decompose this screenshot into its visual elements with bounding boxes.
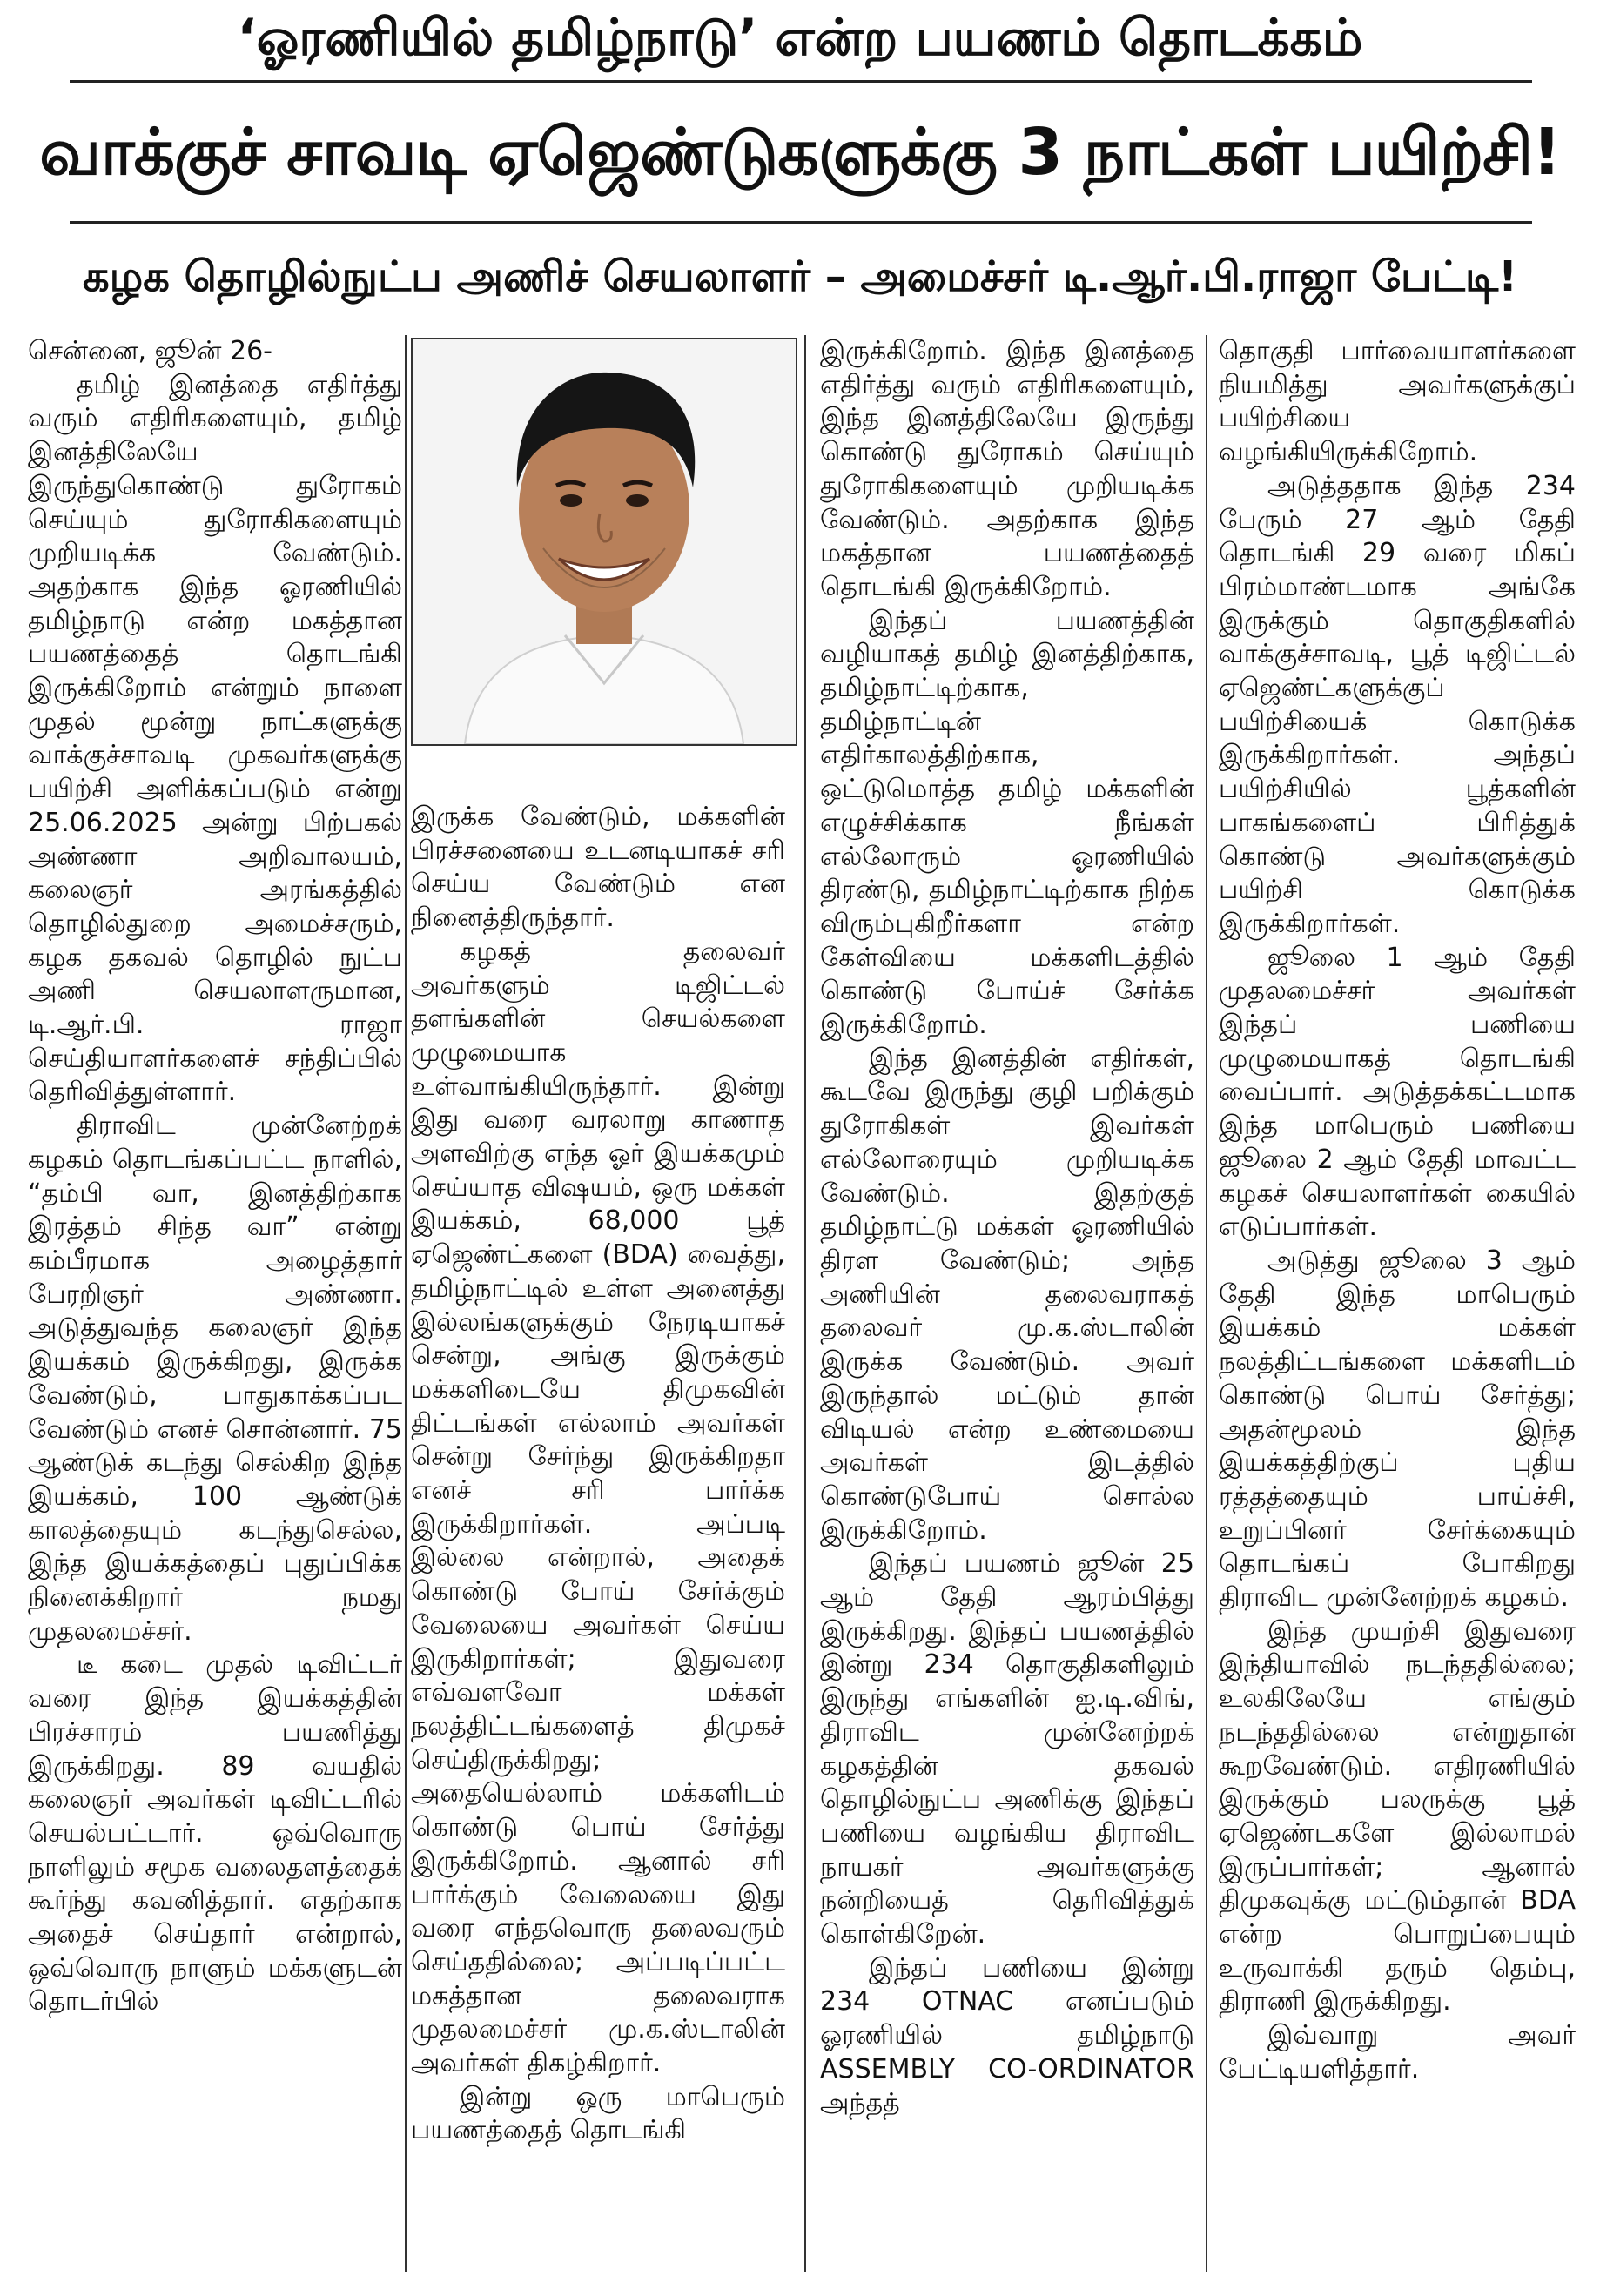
kicker-rule (70, 80, 1532, 83)
portrait-photo (411, 338, 797, 746)
paragraph: இவ்வாறு அவர் பேட்டியளித்தார். (1219, 2020, 1576, 2085)
column-divider (405, 335, 407, 2272)
paragraph: தமிழ் இனத்தை எதிர்த்து வரும் எதிரிகளையும், தமிழ் இனத்திலேயே இருந்துகொண்டு துரோகம் செய்யும் துரோகிகளையும் முறியடிக்க வேண்டும். அதற்காக இந்த ஓரணியில் தமிழ்நாடு என்ற மகத்தான பயணத்தைத் தொடங்கி இருக்கிறோம் என்றும் நாளை முதல் மூன்று நாட்களுக்கு வாக்குச்சாவடி முகவர்களுக்கு பயிற்சி அளிக்கப்படும் என்று 25.06.2025 அன்று பிற்பகல் அண்ணா அறிவாலயம், கலைஞர் அரங்கத்தில் தொழில்துறை அமைச்சரும், கழக தகவல் தொழில் நுட்ப அணி செயலாளருமான, டி.ஆர்.பி. ராஜா செய்தியாளர்களைச் சந்திப்பில் தெரிவித்துள்ளார். (28, 369, 402, 1108)
paragraph: இந்தப் பயணம் ஜூன் 25 ஆம் தேதி ஆரம்பித்து இருக்கிறது. இந்தப் பயணத்தில் இன்று 234 தொகுதிகளிலும் இருந்து எங்களின் ஐ.டி.விங், திராவிட முன்னேற்றக் கழகத்தின் தகவல் தொழில்நுட்ப அணிக்கு இந்தப் பணியை வழங்கிய திராவிட நாயகர் அவர்களுக்கு நன்றியைத் தெரிவித்துக் கொள்கிறேன். (820, 1548, 1194, 1950)
paragraph: டீ கடை முதல் டிவிட்டர் வரை இந்த இயக்கத்தின் பிரச்சாரம் பயணித்து இருக்கிறது. 89 வயதில் கலைஞர் அவர்கள் டிவிட்டரில் செயல்பட்டார். ஒவ்வொரு நாளிலும் சமூக வலைதளத்தைக் கூர்ந்து கவனித்தார். எதற்காக அதைச் செய்தார் என்றால், ஒவ்வொரு நாளும் மக்களுடன் தொடர்பில் (28, 1649, 402, 2017)
dateline: சென்னை, ஜூன் 26- (28, 336, 272, 366)
paragraph: இந்த முயற்சி இதுவரை இந்தியாவில் நடந்ததில்லை; உலகிலேயே எங்கும் நடந்ததில்லை என்றுதான் கூறவேண்டும். எதிரணியில் இருக்கும் பலருக்கு பூத் ஏஜெண்டகளே இல்லாமல் இருப்பார்கள்; ஆனால் திமுகவுக்கு மட்டும்தான் BDA என்ற பொறுப்பையும் உருவாக்கி தரும் தெம்பு, திராணி இருக்கிறது. (1219, 1615, 1576, 2017)
paragraph: இருக்க வேண்டும், மக்களின் பிரச்சனையை உடனடியாகச் சரி செய்ய வேண்டும் என நினைத்திருந்தார். (411, 802, 785, 934)
paragraph: ஜூலை 1 ஆம் தேதி முதலமைச்சர் அவர்கள் இந்தப் பணியை முழுமையாகத் தொடங்கி வைப்பார். அடுத்தக்கட்டமாக இந்த மாபெரும் பணியை ஜூலை 2 ஆம் தேதி மாவட்ட கழகச் செயலாளர்கள் கையில் எடுப்பார்கள். (1219, 942, 1576, 1243)
headline-rule (70, 221, 1532, 224)
paragraph: கழகத் தலைவர் அவர்களும் டிஜிட்டல் தளங்களின் செயல்களை முழுமையாக உள்வாங்கியிருந்தார். இன்று இது வரை வரலாறு காணாத அளவிற்கு எந்த ஓர் இயக்கமும் செய்யாத விஷயம், ஒரு மக்கள் இயக்கம், 68,000 பூத் ஏஜெண்ட்களை (BDA) வைத்து, தமிழ்நாட்டில் உள்ள அனைத்து இல்லங்களுக்கும் நேரடியாகச் சென்று, அங்கு இருக்கும் மக்களிடையே திமுகவின் திட்டங்கள் எல்லாம் அவர்கள் சென்று சேர்ந்து இருக்கிறதா எனச் சரி பார்க்க இருக்கிறார்கள். அப்படி இல்லை என்றால், அதைக் கொண்டு போய் சேர்க்கும் வேலையை அவர்கள் செய்ய இருகிறார்கள்; இதுவரை எவ்வளவோ மக்கள் நலத்திட்டங்களைத் திமுகச் செய்திருக்கிறது; அதையெல்லாம் மக்களிடம் கொண்டு பொய் சேர்த்து இருக்கிறோம். ஆனால் சரி பார்க்கும் வேலையை இது வரை எந்தவொரு தலைவரும் செய்ததில்லை; அப்படிப்பட்ட மகத்தான தலைவராக முதலமைச்சர் மு.க.ஸ்டாலின் அவர்கள் திகழ்கிறார். (411, 936, 785, 2079)
column-divider (1206, 335, 1207, 2272)
article-column-2 (411, 801, 785, 2285)
paragraph: இன்று ஒரு மாபெரும் பயணத்தைத் தொடங்கி (411, 2081, 785, 2146)
article-column-3 (820, 335, 1194, 2285)
paragraph: இந்தப் பயணத்தின் வழியாகத் தமிழ் இனத்திற்காக, தமிழ்நாட்டிற்காக, தமிழ்நாட்டின் எதிர்காலத்திற்காக, ஒட்டுமொத்த தமிழ் மக்களின் எழுச்சிக்காக நீங்கள் எல்லோரும் ஓரணியில் திரண்டு, தமிழ்நாட்டிற்காக நிற்க விரும்புகிறீர்களா என்ற கேள்வியை மக்களிடத்தில் கொண்டு போய்ச் சேர்க்க இருக்கிறோம். (820, 605, 1194, 1041)
article-column-1 (28, 335, 402, 2285)
portrait-icon (413, 339, 796, 744)
paragraph: இந்த இனத்தின் எதிர்கள், கூடவே இருந்து குழி பறிக்கும் துரோகிகள் இவர்கள் எல்லோரையும் முறியடிக்க வேண்டும். இதற்குத் தமிழ்நாட்டு மக்கள் ஓரணியில் திரள வேண்டும்; அந்த அணியின் தலைவராகத் தலைவர் மு.க.ஸ்டாலின் இருக்க வேண்டும். அவர் இருந்தால் மட்டும் தான் விடியல் என்ற உண்மையை அவர்கள் இடத்தில் கொண்டுபோய் சொல்ல இருக்கிறோம். (820, 1043, 1194, 1546)
subhead: கழக தொழில்நுட்ப அணிச் செயலாளர் – அமைச்சர் டி.ஆர்.பி.ராஜா பேட்டி! (82, 252, 1518, 301)
paragraph: அடுத்ததாக இந்த 234 பேரும் 27 ஆம் தேதி தொடங்கி 29 வரை மிகப் பிரம்மாண்டமாக அங்கே இருக்கும் தொகுதிகளில் வாக்குச்சாவடி, பூத் டிஜிட்டல் ஏஜெண்ட்களுக்குப் பயிற்சியைக் கொடுக்க இருக்கிறார்கள். அந்தப் பயிற்சியில் பூத்களின் பாகங்களைப் பிரித்துக் கொண்டு அவர்களுக்கும் பயிற்சி கொடுக்க இருக்கிறார்கள். (1219, 470, 1576, 939)
headline: வாக்குச் சாவடி ஏஜெண்டுகளுக்கு 3 நாட்கள் பயிற்சி! (39, 115, 1561, 190)
kicker: ‘ஓரணியில் தமிழ்நாடு’ என்ற பயணம் தொடக்கம் (237, 8, 1363, 67)
paragraph: தொகுதி பார்வையாளர்களை நியமித்து அவர்களுக்குப் பயிற்சியை வழங்கியிருக்கிறோம். (1219, 336, 1576, 468)
paragraph: இந்தப் பணியை இன்று 234 OTNAC எனப்படும் ஓரணியில் தமிழ்நாடு ASSEMBLY CO-ORDINATOR அந்தத் (820, 1952, 1194, 2118)
paragraph: இருக்கிறோம். இந்த இனத்தை எதிர்த்து வரும் எதிரிகளையும், இந்த இனத்திலேயே இருந்து கொண்டு துரோகம் செய்யும் துரோகிகளையும் முறியடிக்க வேண்டும். அதற்காக இந்த மகத்தான பயணத்தைத் தொடங்கி இருக்கிறோம். (820, 336, 1194, 602)
column-divider (804, 335, 806, 2272)
paragraph: அடுத்து ஜூலை 3 ஆம் தேதி இந்த மாபெரும் இயக்கம் மக்கள் நலத்திட்டங்களை மக்களிடம் கொண்டு பொய் சேர்த்து; அதன்மூலம் இந்த இயக்கத்திற்குப் புதிய ரத்தத்தையும் பாய்ச்சி, உறுப்பினர் சேர்க்கையும் தொடங்கப் போகிறது திராவிட முன்னேற்றக் கழகம். (1219, 1245, 1576, 1614)
paragraph: திராவிட முன்னேற்றக் கழகம் தொடங்கப்பட்ட நாளில், “தம்பி வா, இனத்திற்காக இரத்தம் சிந்த வா” என்று கம்பீரமாக அழைத்தார் பேரறிஞர் அண்ணா. அடுத்துவந்த கலைஞர் இந்த இயக்கம் இருக்கிறது, இருக்க வேண்டும், பாதுகாக்கப்பட வேண்டும் எனச் சொன்னார். 75 ஆண்டுக் கடந்து செல்கிற இந்த இயக்கம், 100 ஆண்டுக் காலத்தையும் கடந்துசெல்ல, இந்த இயக்கத்தைப் புதுப்பிக்க நினைக்கிறார் நமது முதலமைச்சர். (28, 1111, 402, 1647)
article-column-4 (1219, 335, 1576, 2285)
